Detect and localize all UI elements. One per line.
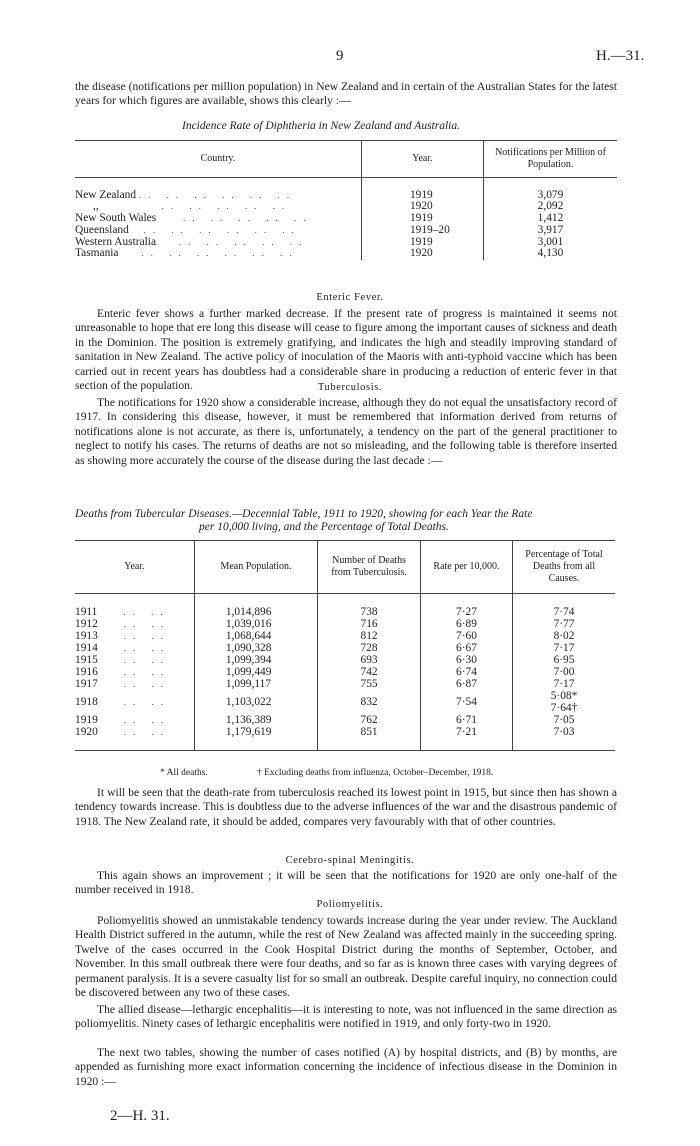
population-cell: 1,068,644 — [194, 630, 317, 642]
table-row — [75, 630, 615, 642]
rate-cell: 6·67 — [420, 642, 512, 654]
percentage-cell: 7·00 — [513, 666, 615, 678]
deaths-cell: 693 — [318, 654, 421, 666]
tb-table-caption-line1: Deaths from Tubercular Diseases.—Decennial Table, 1911 to 1920, showing for each Year the Rate — [75, 508, 533, 520]
value-cell: 3,079 — [483, 190, 617, 202]
deaths-cell: 755 — [318, 678, 421, 690]
percentage-cell: 7·03 — [513, 726, 615, 738]
leader-dots: .. .. .. .. .. — [178, 236, 309, 247]
leader-dots: .. .. .. .. .. .. — [143, 224, 301, 235]
diphtheria-table-caption: Incidence Rate of Diphtheria in New Zealand and Australia. — [182, 120, 460, 132]
deaths-cell: 742 — [318, 666, 421, 678]
table-row — [75, 213, 617, 225]
percentage-cell: 5·08* 7·64† — [513, 690, 615, 714]
percentage-cell: 8·02 — [513, 630, 615, 642]
population-cell: 1,099,394 — [194, 654, 317, 666]
year-cell: 1914 — [75, 642, 98, 654]
year-cell: 1919 — [361, 190, 483, 202]
column-header-deaths: Number of Deaths from Tuberculosis. — [318, 541, 421, 594]
year-cell: 1919 — [361, 213, 483, 225]
table-row — [75, 726, 615, 738]
country-cell: Queensland — [75, 223, 129, 236]
table-row — [75, 714, 615, 726]
leader-dots: .. .. — [123, 715, 171, 725]
percentage-cell: 7·17 — [513, 678, 615, 690]
leader-dots: .. .. — [123, 697, 171, 707]
table-row — [75, 237, 617, 249]
country-cell: Tasmania — [75, 247, 119, 260]
leader-dots: .. .. — [123, 679, 171, 689]
year-cell: 1919 — [75, 714, 98, 726]
table-row — [75, 642, 615, 654]
tuberculosis-paragraph: The notifications for 1920 show a considerable increase, although they do not equal the unsatisfactory record of 1917. In considering this disease, however, it must be remembered that information derived from returns of notifications alone is not accurate, as there is, unfortunately, a tendency on the part of the general practitioner to neglect to notify his cases. The returns of deaths are not so misleading, and the following table is therefore inserted as showing more accurately the course of the disease during the last decade :— — [75, 396, 617, 467]
population-cell: 1,039,016 — [194, 618, 317, 630]
tuberculosis-heading: Tuberculosis. — [317, 382, 383, 393]
column-header-year: Year. — [75, 541, 194, 594]
value-cell: 1,412 — [483, 213, 617, 225]
rate-cell: 6·30 — [420, 654, 512, 666]
rate-cell: 7·54 — [420, 690, 512, 714]
tuberculosis-table — [75, 540, 615, 751]
tb-table-caption-line2: per 10,000 living, and the Percentage of Total Deaths. — [199, 521, 449, 533]
deaths-cell: 716 — [318, 618, 421, 630]
footnote-excluding-influenza: † Excluding deaths from influenza, October–December, 1918. — [257, 768, 494, 778]
country-cell: New South Wales — [75, 212, 157, 225]
page-number: 9 — [336, 48, 344, 64]
percentage-cell: 7·77 — [513, 618, 615, 630]
country-cell: Western Australia — [75, 235, 157, 248]
percentage-cell: 6·95 — [513, 654, 615, 666]
table-row — [75, 618, 615, 630]
rate-cell: 6·87 — [420, 678, 512, 690]
table-row — [75, 690, 615, 714]
polio-paragraph-3: The next two tables, showing the number of cases notified (A) by hospital districts, and (B) by months, are appended as furnishing more exact information concerning the incidence of infectious disease in the Dominion in 1920 :— — [75, 1046, 617, 1088]
rate-cell: 6·71 — [420, 714, 512, 726]
year-cell: 1911 — [75, 606, 98, 618]
polio-heading: Poliomyelitis. — [316, 899, 384, 910]
table-row — [75, 190, 617, 202]
document-code: H.—31. — [596, 48, 645, 64]
percentage-cell: 7·74 — [513, 606, 615, 618]
year-cell: 1915 — [75, 654, 98, 666]
rate-cell: 7·21 — [420, 726, 512, 738]
enteric-paragraph: Enteric fever shows a further marked decrease. If the present rate of progress is maintained it seems not unreasonable to hope that ere long this disease will cease to figure among the important causes of sickness and death in the Dominion. The position is extremely gratifying, and indicates the high and steadily improving standard of sanitation in New Zealand. The active policy of inoculation of the Maoris with anti-typhoid vaccine which has been carried out in recent years has doubtless had a considerable share in producing a reduction of enteric fever in that section of the population. — [75, 307, 617, 393]
deaths-cell: 832 — [318, 690, 421, 714]
leader-dots: .. .. .. .. .. — [161, 201, 292, 212]
rate-cell: 6·89 — [420, 618, 512, 630]
column-header-rate: Rate per 10,000. — [420, 541, 512, 594]
deaths-cell: 738 — [318, 606, 421, 618]
percentage-cell: 7·05 — [513, 714, 615, 726]
column-header-notifications: Notifications per Million of Population. — [483, 141, 617, 178]
leader-dots: .. .. — [123, 727, 171, 737]
enteric-heading: Enteric Fever. — [316, 292, 384, 303]
table-row — [75, 666, 615, 678]
table-row — [75, 654, 615, 666]
table-row — [75, 678, 615, 690]
year-cell: 1918 — [75, 696, 98, 708]
column-header-country: Country. — [75, 141, 361, 178]
csm-paragraph: This again shows an improvement ; it will be seen that the notifications for 1920 are only one-half of the number received in 1918. — [75, 869, 617, 897]
polio-paragraph-2: The allied disease—lethargic encephalitis—it is interesting to note, was not influenced in the same direction as poliomyelitis. Ninety cases of lethargic encephalitis were notified in 1919, and only forty-two in 1920. — [75, 1003, 617, 1031]
rate-cell: 6·74 — [420, 666, 512, 678]
value-cell: 3,917 — [483, 225, 617, 237]
value-cell: 4,130 — [483, 248, 617, 260]
year-cell: 1920 — [361, 201, 483, 213]
csm-heading: Cerebro-spinal Meningitis. — [285, 855, 415, 866]
year-cell: 1916 — [75, 666, 98, 678]
rate-cell: 7·60 — [420, 630, 512, 642]
leader-dots: .. .. .. .. .. — [183, 213, 313, 224]
leader-dots: .. .. — [123, 607, 170, 617]
population-cell: 1,099,449 — [194, 666, 317, 678]
table-row — [75, 606, 615, 618]
leader-dots: .. .. — [123, 619, 171, 629]
leader-dots: .. .. — [123, 643, 171, 653]
table-row — [75, 248, 617, 260]
country-cell: New Zealand — [75, 188, 137, 201]
intro-paragraph: the disease (notifications per million population) in New Zealand and in certain of the Australian States for the latest years for which figures are available, shows this clearly :— — [75, 80, 617, 108]
deaths-cell: 728 — [318, 642, 421, 654]
column-header-percentage: Percentage of Total Deaths from all Causes. — [513, 541, 615, 594]
leader-dots: .. .. — [123, 655, 171, 665]
population-cell: 1,136,389 — [194, 714, 317, 726]
deaths-cell: 812 — [318, 630, 421, 642]
year-cell: 1920 — [361, 248, 483, 260]
polio-paragraph: Poliomyelitis showed an unmistakable tendency towards increase during the year under review. The Auckland Health District suffered in the autumn, while the rest of New Zealand was affected mainly in the succeeding spring. Twelve of the cases occurred in the Cook Hospital District during the months of September, October, and November. In this small outbreak there were four deaths, and so far as is known three cases with varying degrees of permanent paralysis. It is a severe casualty list for so small an outbreak. Despite careful inquiry, no connection could be discovered between any two of these cases. — [75, 914, 617, 1000]
year-cell: 1919 — [361, 237, 483, 249]
rate-cell: 7·27 — [420, 606, 512, 618]
leader-dots: .. .. — [123, 631, 171, 641]
leader-dots: .. .. — [123, 667, 171, 677]
year-cell: 1912 — [75, 618, 98, 630]
population-cell: 1,090,328 — [194, 642, 317, 654]
value-cell: 3,001 — [483, 237, 617, 249]
table-row — [75, 225, 617, 237]
footnote-all-deaths: * All deaths. — [160, 768, 208, 778]
leader-dots: .. .. .. .. .. .. — [141, 248, 299, 259]
year-cell: 1919–20 — [361, 225, 483, 237]
year-cell: 1913 — [75, 630, 98, 642]
population-cell: 1,014,896 — [194, 606, 317, 618]
column-header-population: Mean Population. — [194, 541, 317, 594]
deaths-cell: 851 — [318, 726, 421, 738]
leader-dots: .. .. .. .. .. .. — [138, 189, 297, 200]
value-cell: 2,092 — [483, 201, 617, 213]
population-cell: 1,103,022 — [194, 690, 317, 714]
deaths-cell: 762 — [318, 714, 421, 726]
population-cell: 1,179,619 — [194, 726, 317, 738]
population-cell: 1,099,117 — [194, 678, 317, 690]
tb-followup-paragraph: It will be seen that the death-rate from tuberculosis reached its lowest point in 1915, but since then has shown a tendency towards increase. This is doubtless due to the adverse influences of the war and the disastrous pandemic of 1918. The New Zealand rate, it should be added, compares very favourably with that of other countries. — [75, 786, 617, 828]
year-cell: 1917 — [75, 678, 98, 690]
country-cell: ,, — [93, 200, 99, 213]
diphtheria-table — [75, 140, 617, 260]
year-cell: 1920 — [75, 726, 98, 738]
page-signature: 2—H. 31. — [110, 1108, 170, 1124]
column-header-year: Year. — [361, 141, 483, 178]
percentage-cell: 7·17 — [513, 642, 615, 654]
